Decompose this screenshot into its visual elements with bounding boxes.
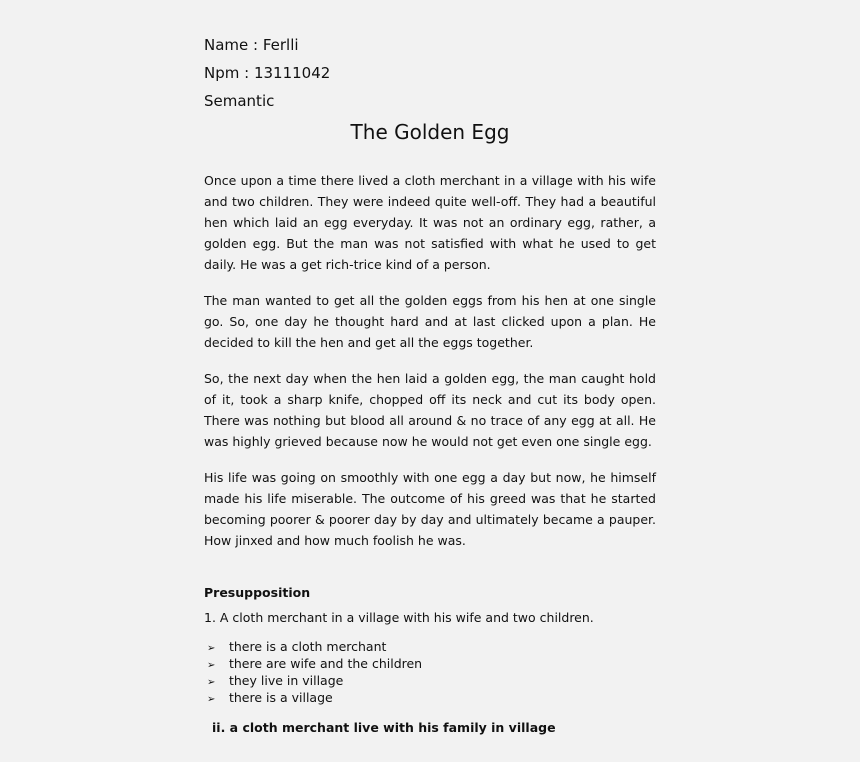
presupposition-bullet-list xyxy=(207,639,656,707)
arrow-bullet-icon: ➢ xyxy=(207,677,216,688)
story-title: The Golden Egg xyxy=(350,120,510,144)
presupposition-item-1: 1. A cloth merchant in a village with his wife and two children. xyxy=(204,610,594,625)
arrow-bullet-icon: ➢ xyxy=(207,660,216,671)
paragraph-2: The man wanted to get all the golden eggs from his hen at one single go. So, one day he thought hard and at last clicked upon a plan. He decided to kill the hen and get all the eggs together. xyxy=(204,293,656,350)
presupposition-item-2: ii. a cloth merchant live with his family in village xyxy=(212,720,556,735)
paragraph-4: His life was going on smoothly with one egg a day but now, he himself made his life miserable. The outcome of his greed was that he started becoming poorer & poorer day by day and ultimately became a pauper. How jinxed and how much foolish he was. xyxy=(204,470,656,548)
bullet-text: there is a village xyxy=(228,690,333,705)
presupposition-heading: Presupposition xyxy=(204,585,311,600)
list-item xyxy=(207,673,656,690)
arrow-bullet-icon: ➢ xyxy=(207,643,216,654)
student-npm: Npm : 13111042 xyxy=(204,64,331,82)
bullet-text: there are wife and the children xyxy=(228,656,423,671)
document-content xyxy=(204,36,656,735)
student-name: Name : Ferlli xyxy=(204,36,299,54)
paragraph-3: So, the next day when the hen laid a golden egg, the man caught hold of it, took a sharp knife, chopped off its neck and cut its body open. There was nothing but blood all around & no trace of any egg at all. He was highly grieved because now he would not get even one single egg. xyxy=(204,371,656,449)
paragraph-1: Once upon a time there lived a cloth merchant in a village with his wife and two children. They were indeed quite well-off. They had a beautiful hen which laid an egg everyday. It was not an ordinary egg, rather, a golden egg. But the man was not satisfied with what he used to get daily. He was a get rich-trice kind of a person. xyxy=(204,173,656,272)
list-item xyxy=(207,656,656,673)
arrow-bullet-icon: ➢ xyxy=(207,694,216,705)
bullet-text: they live in village xyxy=(228,673,344,688)
list-item xyxy=(207,690,656,707)
list-item xyxy=(207,639,656,656)
bullet-text: there is a cloth merchant xyxy=(228,639,387,654)
course-name: Semantic xyxy=(204,92,275,110)
